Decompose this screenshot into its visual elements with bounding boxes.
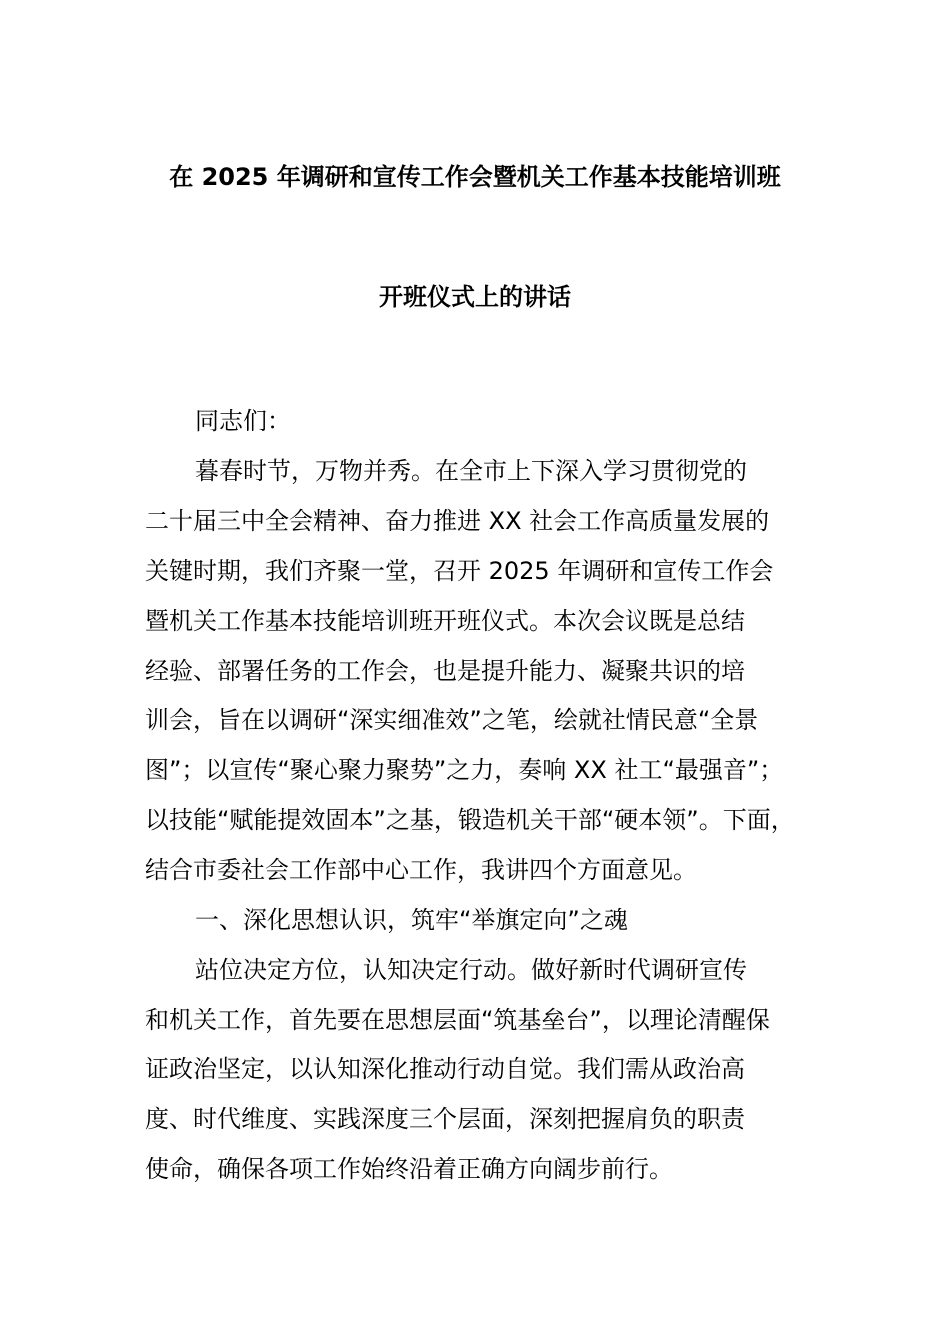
section-heading-1: 一、深化思想认识，筑牢“举旗定向”之魂 [195,906,628,934]
body-line: 使命，确保各项工作始终沿着正确方向阔步前行。 [145,1155,673,1183]
body-line: 和机关工作，首先要在思想层面“筑基垒台”，以理论清醒保 [145,1006,770,1034]
body-line: 二十届三中全会精神、奋力推进 XX 社会工作高质量发展的 [145,507,770,535]
body-line: 训会，旨在以调研“深实细准效”之笔，绘就社情民意“全景 [145,706,759,734]
body-line: 站位决定方位，认知决定行动。做好新时代调研宣传 [195,956,747,984]
salutation: 同志们： [195,407,291,435]
body-line: 暨机关工作基本技能培训班开班仪式。本次会议既是总结 [145,607,745,635]
document-title-line-1: 在 2025 年调研和宣传工作会暨机关工作基本技能培训班 [169,163,781,191]
body-line: 经验、部署任务的工作会，也是提升能力、凝聚共识的培 [145,657,745,685]
body-line: 图”；以宣传“聚心聚力聚势”之力，奏响 XX 社工“最强音”； [145,756,784,784]
body-line: 暮春时节，万物并秀。在全市上下深入学习贯彻党的 [195,457,747,485]
body-line: 以技能“赋能提效固本”之基，锻造机关干部“硬本领”。下面， [145,806,795,834]
body-line: 证政治坚定，以认知深化推动行动自觉。我们需从政治高 [145,1055,745,1083]
body-line: 度、时代维度、实践深度三个层面，深刻把握肩负的职责 [145,1105,745,1133]
body-line: 结合市委社会工作部中心工作，我讲四个方面意见。 [145,856,697,884]
document-title-line-2: 开班仪式上的讲话 [379,283,571,311]
body-line: 关键时期，我们齐聚一堂，召开 2025 年调研和宣传工作会 [145,557,774,585]
